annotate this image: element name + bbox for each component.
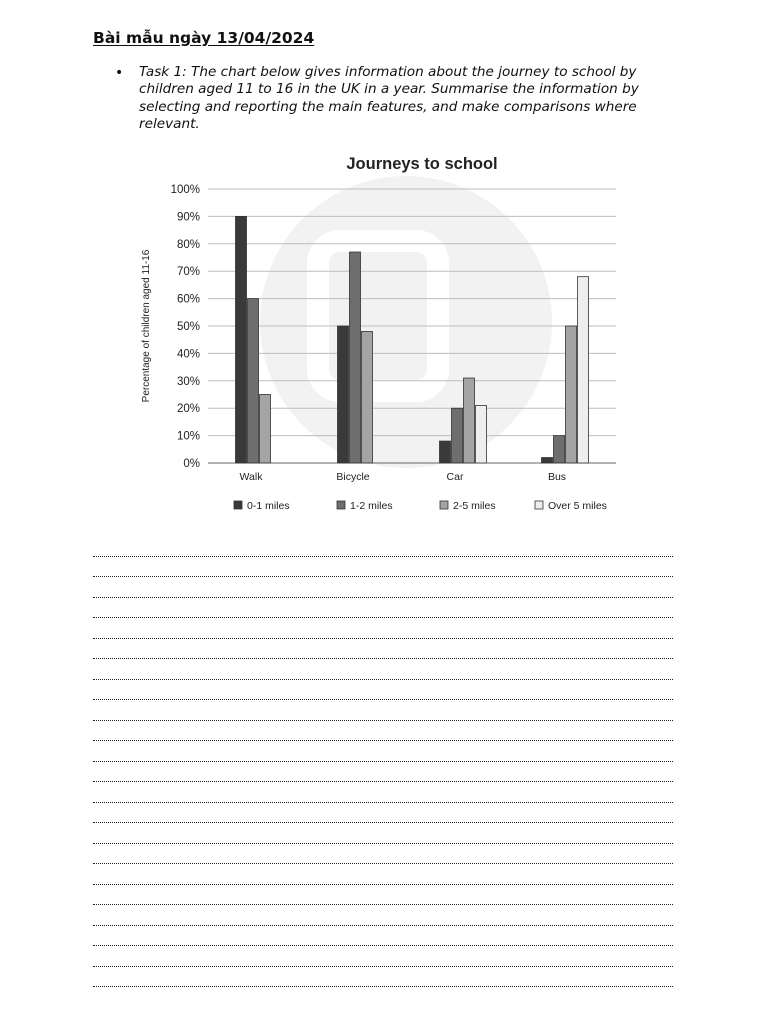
- bar: [566, 326, 577, 463]
- x-tick-label: Car: [446, 471, 464, 483]
- answer-line: [93, 536, 673, 557]
- y-tick-label: 80%: [176, 238, 200, 251]
- x-tick-label: Bus: [547, 471, 567, 483]
- bar: [260, 395, 271, 464]
- bar: [362, 331, 373, 463]
- answer-line: [93, 741, 673, 762]
- legend-swatch: [535, 501, 543, 509]
- bar: [452, 408, 463, 463]
- answer-line: [93, 823, 673, 844]
- x-tick-label: Walk: [239, 471, 263, 483]
- legend-swatch: [440, 501, 448, 509]
- legend-swatch: [234, 501, 242, 509]
- answer-line: [93, 598, 673, 619]
- bar: [440, 441, 451, 463]
- answer-line: [93, 639, 673, 660]
- legend-label: 1-2 miles: [350, 500, 393, 512]
- answer-line: [93, 721, 673, 742]
- y-tick-label: 50%: [176, 321, 200, 333]
- answer-line: [93, 926, 673, 947]
- y-tick-label: 70%: [176, 266, 200, 279]
- answer-lines: [93, 536, 673, 987]
- x-tick-label: Bicycle: [336, 471, 370, 483]
- answer-line: [93, 844, 673, 865]
- page-heading: Bài mẫu ngày 13/04/2024: [93, 29, 315, 47]
- answer-line: [93, 864, 673, 885]
- answer-line: [93, 618, 673, 639]
- chart-title: Journeys to school: [346, 155, 498, 173]
- y-tick-label: 100%: [170, 184, 200, 196]
- answer-line: [93, 946, 673, 967]
- bar: [464, 378, 475, 463]
- y-tick-label: 30%: [176, 375, 200, 388]
- y-tick-label: 90%: [176, 211, 200, 224]
- bar: [554, 436, 565, 463]
- y-tick-label: 10%: [176, 430, 200, 443]
- bar: [338, 326, 349, 463]
- answer-line: [93, 905, 673, 926]
- answer-line: [93, 577, 673, 598]
- bar: [350, 252, 361, 463]
- y-tick-label: 20%: [176, 403, 200, 416]
- y-tick-label: 40%: [176, 348, 200, 361]
- bar: [476, 405, 487, 463]
- answer-line: [93, 659, 673, 680]
- task-text: Task 1: The chart below gives information about the journey to school by children aged 11 to 16 in the UK in a year. Summarise the information by selecting and reporting the main features, and make comparisons where relevant.: [139, 64, 639, 132]
- bar: [236, 216, 247, 463]
- y-tick-label: 60%: [176, 293, 200, 306]
- legend-label: Over 5 miles: [548, 500, 607, 512]
- bar: [248, 299, 259, 463]
- y-tick-label: 0%: [183, 458, 200, 470]
- bullet-point: •: [115, 65, 124, 81]
- answer-line: [93, 967, 673, 988]
- answer-line: [93, 557, 673, 578]
- answer-line: [93, 885, 673, 906]
- legend-label: 2-5 miles: [453, 500, 496, 512]
- y-axis-label: Percentage of children aged 11-16: [141, 249, 152, 403]
- answer-line: [93, 803, 673, 824]
- bar: [542, 458, 553, 463]
- legend-label: 0-1 miles: [247, 500, 290, 512]
- legend-swatch: [337, 501, 345, 509]
- answer-line: [93, 762, 673, 783]
- journeys-chart: [128, 146, 628, 521]
- answer-line: [93, 782, 673, 803]
- bar: [578, 277, 589, 463]
- watermark-circle: [260, 176, 552, 468]
- answer-line: [93, 700, 673, 721]
- answer-line: [93, 680, 673, 701]
